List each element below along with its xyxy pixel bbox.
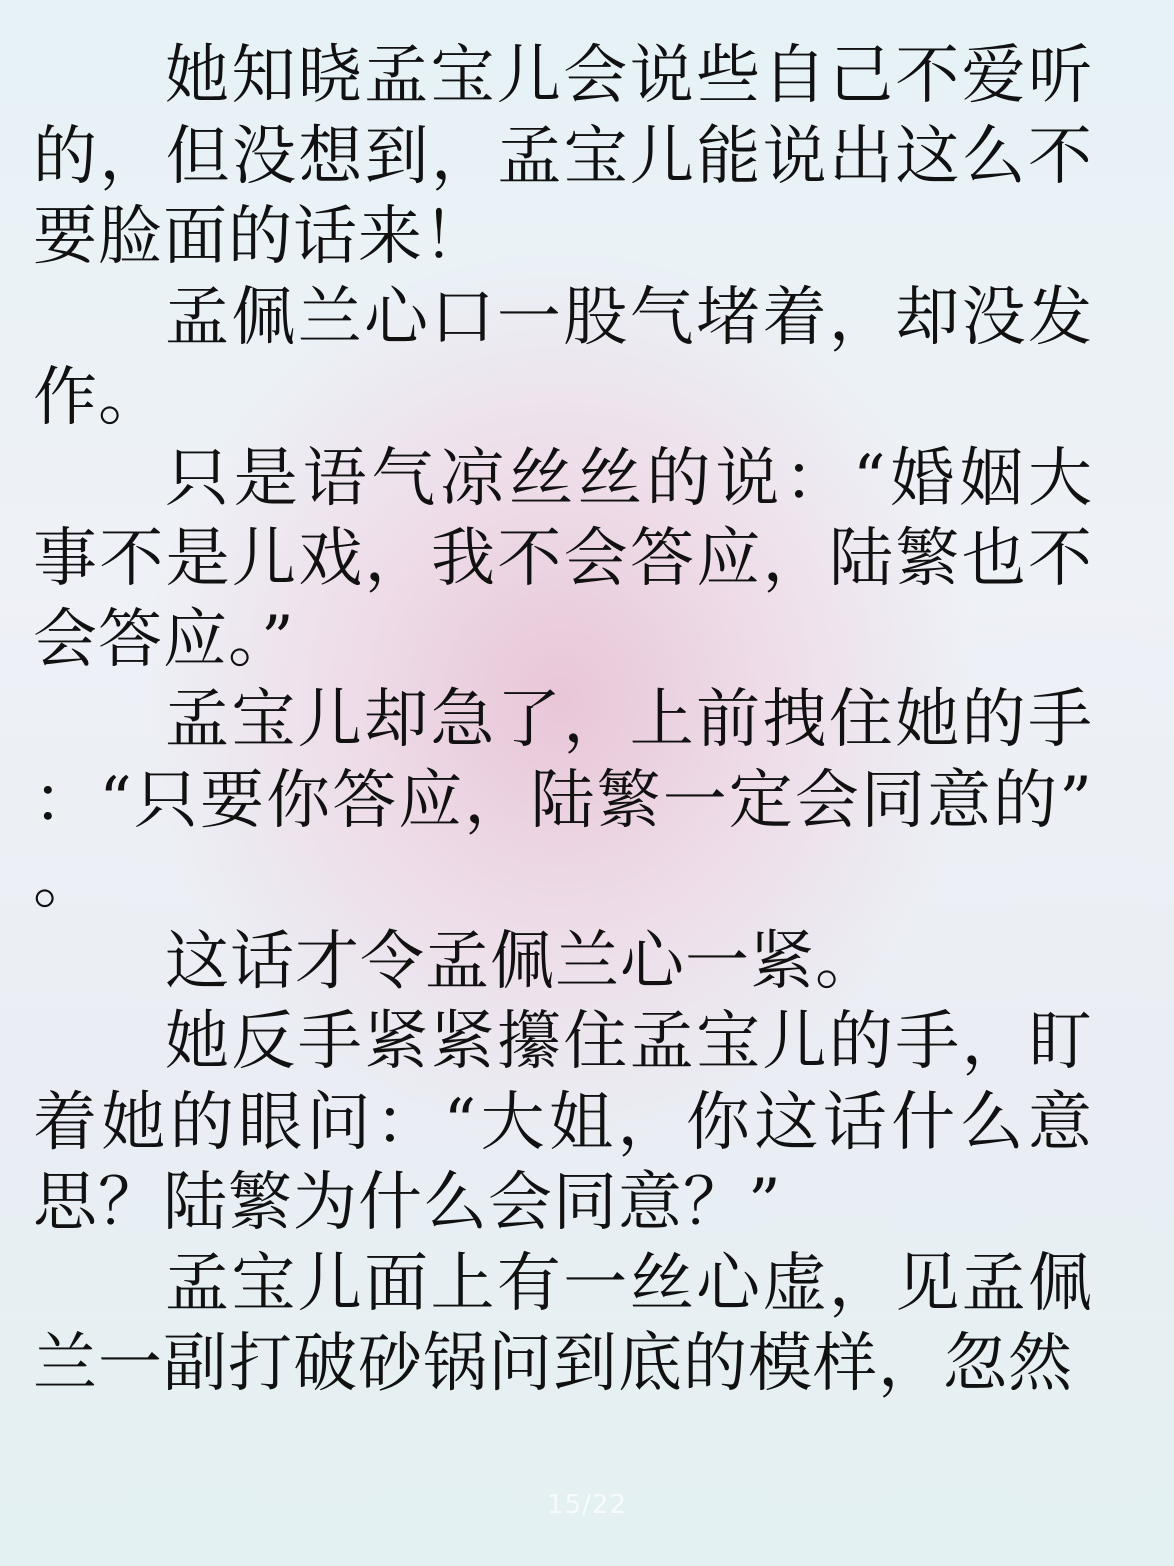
paragraph: 只是语气凉丝丝的说：“婚姻大事不是儿戏，我不会答应，陆繁也不会答应。”: [33, 441, 1093, 677]
paragraph: 孟宝儿面上有一丝心虚，见孟佩兰一副打破砂锅问到底的模样，忽然: [33, 1246, 1093, 1401]
paragraph: 孟宝儿却急了，上前拽住她的手：“只要你答应，陆繁一定会同意的”。: [33, 683, 1093, 918]
page-indicator: 15/22: [547, 1490, 627, 1520]
paragraph: 这话才令孟佩兰心一紧。: [165, 924, 880, 999]
paragraph: 她知晓孟宝儿会说些自己不爱听的，但没想到，孟宝儿能说出这么不要脸面的话来！: [33, 39, 1093, 274]
paragraph: 她反手紧紧攥住孟宝儿的手，盯着她的眼问：“大姐，你这话什么意思？陆繁为什么会同意？”: [33, 1005, 1093, 1240]
reader-text-area: [33, 36, 1093, 1405]
paragraph: 孟佩兰心口一股气堵着，却没发作。: [33, 280, 1093, 435]
